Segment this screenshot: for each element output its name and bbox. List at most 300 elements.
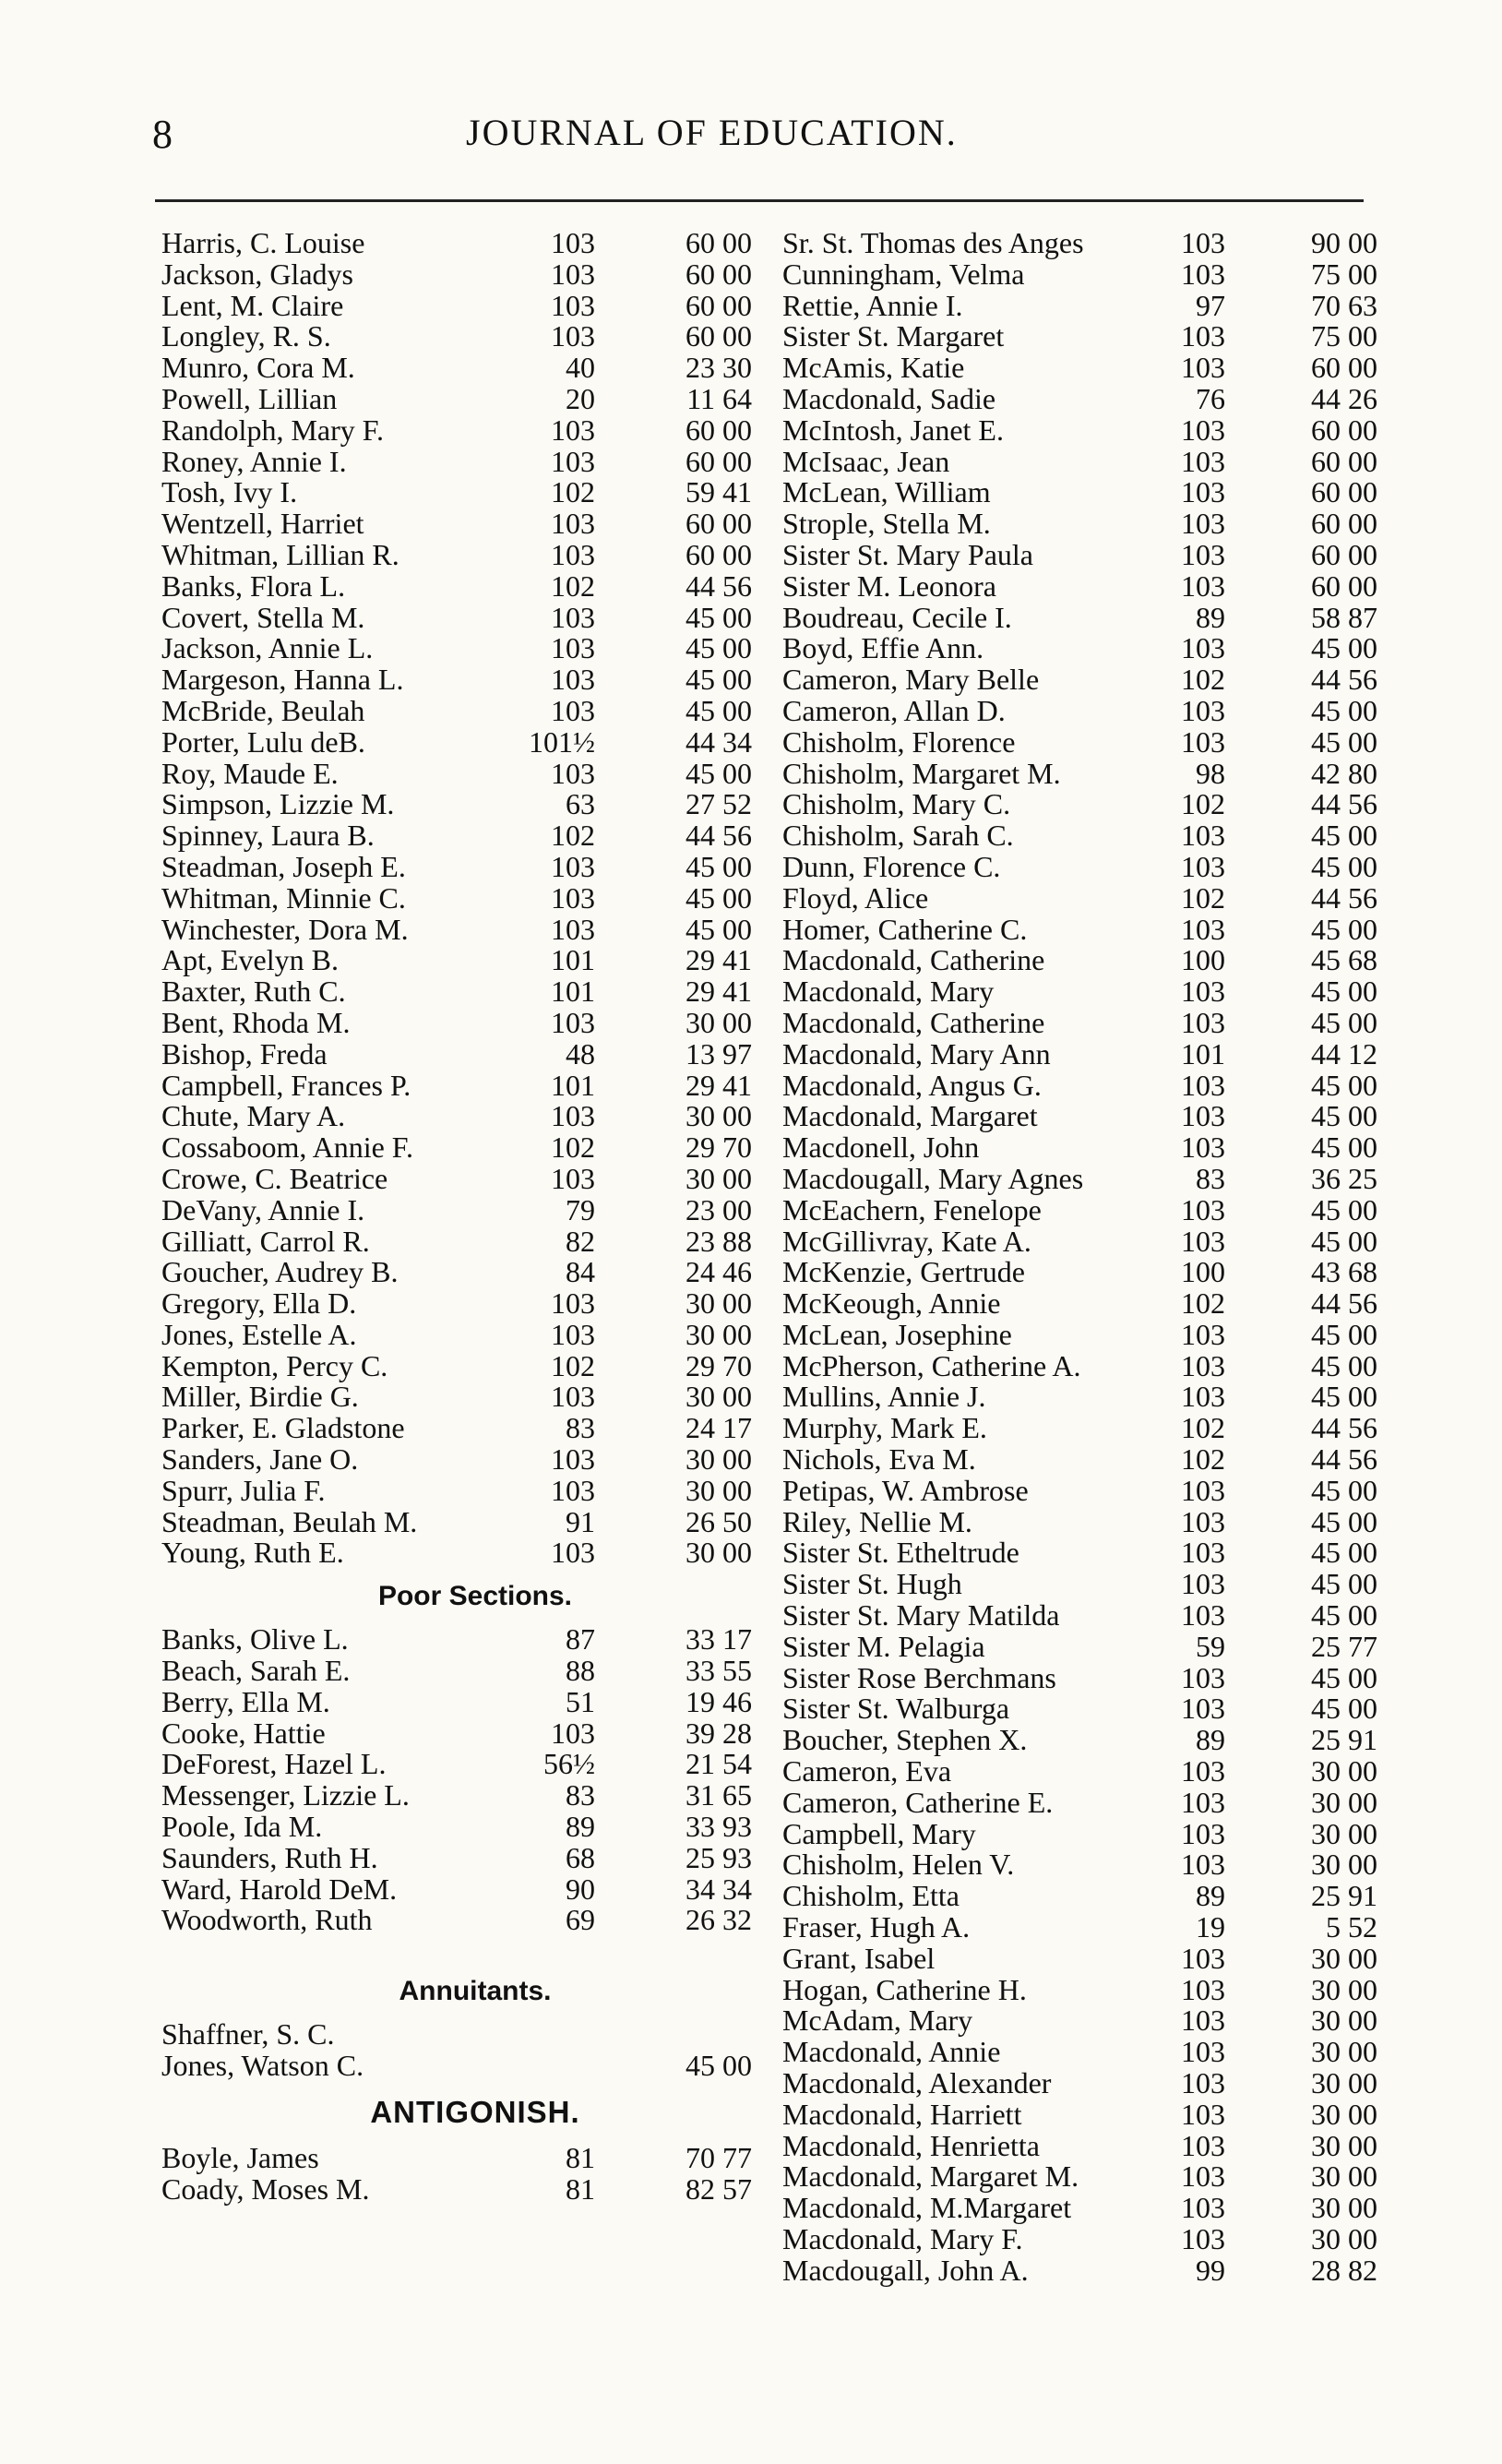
table-row [782,631,1377,665]
days-taught: 87 [566,1622,595,1657]
teacher-name: McGillivray, Kate A. [782,1224,1031,1258]
grant-amount: 30 00 [685,1380,752,1414]
right-column [782,226,1377,2287]
grant-amount: 44 56 [1311,1286,1377,1321]
grant-amount: 45 00 [685,693,752,727]
days-taught: 103 [1181,2159,1225,2194]
table-row [782,2097,1377,2131]
teacher-name: Banks, Flora L. [161,568,346,603]
teacher-name: Rettie, Annie I. [782,288,963,322]
grant-amount: 5 52 [1326,1910,1377,1944]
days-taught: 102 [1181,1442,1225,1477]
days-taught: 103 [551,1005,595,1039]
days-taught: 103 [1181,319,1225,353]
days-taught: 103 [1181,1536,1225,1570]
days-taught: 88 [566,1654,595,1688]
poor-sections-heading: Poor Sections. [377,1581,573,1612]
days-taught: 103 [551,537,595,571]
teacher-name: Powell, Lillian [161,381,338,415]
teacher-name: Macdonald, Margaret M. [782,2159,1079,2194]
grant-amount: 13 97 [685,1036,752,1071]
days-taught: 79 [566,1192,595,1226]
days-taught: 76 [1196,381,1225,415]
teacher-name: McAmis, Katie [782,351,965,385]
days-taught: 89 [566,1810,595,1844]
days-taught: 103 [1181,444,1225,478]
teacher-name: Cunningham, Velma [782,257,1025,291]
grant-amount: 33 93 [685,1810,752,1844]
days-taught: 103 [1181,1473,1225,1507]
teacher-name: Macdonald, Mary F. [782,2222,1023,2255]
days-taught: 103 [551,600,595,634]
grant-amount: 45 00 [1311,912,1377,946]
days-taught: 103 [1181,1380,1225,1414]
grant-amount: 30 00 [1311,1785,1377,1819]
table-row [782,912,1377,946]
teacher-name: Macdougall, Mary Agnes [782,1161,1084,1195]
grant-amount: 29 41 [685,943,752,977]
teacher-name: Grant, Isabel [782,1941,936,1975]
table-row [161,756,789,790]
teacher-name: Coady, Moses M. [161,2171,370,2206]
days-taught: 103 [551,413,595,447]
table-row [161,633,789,664]
teacher-name: Lent, M. Claire [161,288,344,322]
teacher-name: Cossaboom, Annie F. [161,1130,414,1165]
grant-amount: 60 00 [1311,507,1377,541]
table-row [161,945,789,976]
grant-amount: 23 88 [685,1224,752,1258]
grant-amount: 33 55 [685,1654,752,1688]
grant-amount: 60 00 [685,226,752,259]
days-taught: 103 [1181,631,1225,665]
days-taught: 103 [1181,724,1225,759]
grant-amount: 43 68 [1311,1255,1377,1289]
table-row [782,1536,1377,1570]
grant-amount: 45 00 [1311,693,1377,727]
table-row [161,1444,789,1476]
table-row [782,475,1377,509]
grant-amount: 59 41 [685,475,752,509]
grant-amount: 45 00 [1311,724,1377,759]
days-taught: 103 [1181,819,1225,853]
table-row [782,1442,1377,1477]
days-taught: 103 [1181,413,1225,447]
teacher-name: Murphy, Mark E. [782,1411,987,1445]
table-row [161,2019,789,2051]
table-row [782,1723,1377,1757]
grant-amount: 25 93 [685,1840,752,1874]
grant-amount: 45 00 [1311,1099,1377,1133]
teacher-name: Gilliatt, Carrol R. [161,1224,370,1258]
grant-amount: 45 00 [1311,1005,1377,1039]
teacher-name: Simpson, Lizzie M. [161,787,395,821]
table-row [782,880,1377,915]
teacher-name: Macdonald, Angus G. [782,1068,1042,1102]
days-taught: 83 [566,1778,595,1812]
table-row [782,537,1377,571]
days-taught: 103 [551,1716,595,1750]
table-row [782,600,1377,634]
days-taught: 103 [1181,1692,1225,1726]
teacher-name: Longley, R. S. [161,319,331,353]
days-taught: 103 [1181,507,1225,541]
table-row [161,1036,789,1071]
table-row [161,1504,789,1538]
grant-amount: 45 00 [1311,1348,1377,1382]
grant-amount: 75 00 [1311,319,1377,353]
days-taught: 103 [1181,226,1225,259]
journal-title: JOURNAL OF EDUCATION. [466,112,958,153]
days-taught: 91 [566,1504,595,1538]
grant-amount: 45 00 [685,756,752,790]
teacher-name: Randolph, Mary F. [161,413,384,447]
teacher-name: Shaffner, S. C. [161,2017,335,2051]
teacher-name: Beach, Sarah E. [161,1654,351,1688]
days-taught: 51 [566,1684,595,1718]
teacher-name: Campbell, Frances P. [161,1068,411,1102]
grant-amount: 44 56 [1311,880,1377,915]
teacher-name: Macdonald, Annie [782,2035,1001,2069]
days-taught: 103 [551,1442,595,1477]
table-row [161,1840,789,1874]
table-row [782,226,1377,259]
days-taught: 103 [1181,1848,1225,1882]
table-row [161,1684,789,1718]
grant-amount: 90 00 [1311,226,1377,259]
days-taught: 103 [551,663,595,697]
table-row [161,1257,789,1288]
days-taught: 103 [1181,1068,1225,1102]
teacher-name: Dunn, Florence C. [782,849,1001,883]
teacher-name: Spurr, Julia F. [161,1473,326,1507]
table-row [161,568,789,603]
days-taught: 103 [551,1536,595,1570]
table-row [782,1972,1377,2006]
days-taught: 103 [551,1317,595,1351]
table-row [782,1504,1377,1538]
header-rule [155,199,1364,202]
teacher-name: Macdonald, Alexander [782,2066,1052,2100]
teacher-name: Covert, Stella M. [161,600,365,634]
table-row [782,1317,1377,1351]
grant-amount: 30 00 [1311,1972,1377,2006]
table-row [161,1226,789,1258]
table-row [782,1099,1377,1133]
teacher-name: Petipas, W. Ambrose [782,1473,1029,1507]
table-row [161,477,789,508]
grant-amount: 30 00 [685,1099,752,1133]
days-taught: 103 [1181,1130,1225,1165]
teacher-name: Jones, Watson C. [161,2049,364,2083]
teacher-name: DeForest, Hazel L. [161,1747,387,1781]
table-row [161,820,789,852]
teacher-name: Poole, Ida M. [161,1810,323,1844]
grant-amount: 45 00 [1311,1473,1377,1507]
table-row [782,2253,1377,2287]
teacher-name: Cameron, Eva [782,1754,952,1788]
table-row [782,257,1377,291]
days-taught: 101 [551,975,595,1009]
days-taught: 97 [1196,288,1225,322]
grant-amount: 60 00 [685,444,752,478]
table-row [161,1348,789,1382]
table-row [161,2051,789,2082]
table-row [161,1161,789,1195]
grant-amount: 75 00 [1311,257,1377,291]
grant-amount: 26 50 [685,1504,752,1538]
teacher-name: Miller, Birdie G. [161,1380,359,1414]
grant-amount: 29 41 [685,975,752,1009]
teacher-name: McKenzie, Gertrude [782,1255,1025,1289]
teacher-name: McPherson, Catherine A. [782,1348,1081,1382]
grant-amount: 26 32 [685,1903,752,1937]
teacher-name: Steadman, Joseph E. [161,849,406,883]
grant-amount: 44 34 [685,724,752,759]
grant-amount: 82 57 [685,2171,752,2206]
table-row [782,1473,1377,1507]
teacher-name: Roy, Maude E. [161,756,339,790]
days-taught: 103 [1181,2003,1225,2038]
days-taught: 103 [1181,1785,1225,1819]
table-row [782,1348,1377,1382]
teacher-name: Spinney, Laura B. [161,819,375,853]
table-row [782,351,1377,385]
grant-amount: 45 00 [685,631,752,665]
days-taught: 103 [551,912,595,946]
teacher-name: Berry, Ella M. [161,1684,330,1718]
table-row [161,1068,789,1102]
table-row [161,381,789,415]
days-taught: 103 [551,631,595,665]
grant-amount: 11 64 [686,381,752,415]
teacher-name: Macdonald, M.Margaret [782,2191,1072,2225]
table-row [161,880,789,915]
teacher-name: Cameron, Mary Belle [782,663,1040,697]
days-taught: 103 [1181,475,1225,509]
teacher-name: Macdonald, Mary [782,975,995,1009]
days-taught: 103 [1181,1941,1225,1975]
teacher-name: Sister St. Hugh [782,1567,962,1601]
left-main-list [161,228,789,1569]
days-taught: 103 [1181,1192,1225,1226]
grant-amount: 45 00 [1311,1504,1377,1538]
teacher-name: Jackson, Gladys [161,257,353,291]
table-row [161,1905,789,1936]
grant-amount: 30 00 [685,1005,752,1039]
teacher-name: Jackson, Annie L. [161,631,374,665]
table-row [782,1286,1377,1321]
teacher-name: McEachern, Fenelope [782,1192,1042,1226]
grant-amount: 44 56 [685,568,752,603]
days-taught: 103 [551,288,595,322]
days-taught: 103 [551,756,595,790]
days-taught: 103 [1181,912,1225,946]
teacher-name: Sanders, Jane O. [161,1442,359,1477]
table-row [161,849,789,883]
table-row [161,1192,789,1226]
days-taught: 98 [1196,756,1225,790]
grant-amount: 29 41 [685,1068,752,1102]
table-row [161,976,789,1008]
days-taught: 103 [1181,568,1225,603]
table-row [782,2191,1377,2225]
days-taught: 102 [551,475,595,509]
grant-amount: 30 00 [1311,2128,1377,2162]
table-row [782,1785,1377,1819]
grant-amount: 25 77 [1311,1629,1377,1663]
grant-amount: 30 00 [1311,2097,1377,2131]
table-row [782,1629,1377,1663]
table-row [782,2035,1377,2069]
grant-amount: 45 00 [1311,849,1377,883]
days-taught: 101 [1181,1036,1225,1071]
table-row [782,568,1377,603]
grant-amount: 30 00 [1311,2003,1377,2038]
table-row [161,1718,789,1750]
grant-amount: 39 28 [685,1716,752,1750]
teacher-name: Riley, Nellie M. [782,1504,972,1538]
days-taught: 103 [1181,2097,1225,2131]
table-row [161,1317,789,1351]
days-taught: 56½ [543,1747,595,1781]
table-row [782,1692,1377,1726]
grant-amount: 45 00 [685,600,752,634]
table-row [782,819,1377,853]
days-taught: 103 [1181,1224,1225,1258]
days-taught: 103 [1181,2191,1225,2225]
teacher-name: McIntosh, Janet E. [782,413,1004,447]
days-taught: 102 [1181,663,1225,697]
days-taught: 103 [551,1286,595,1321]
grant-amount: 60 00 [1311,351,1377,385]
teacher-name: Chisholm, Margaret M. [782,756,1061,790]
annuitants-heading: Annuitants. [399,1976,552,2007]
teacher-name: Sister M. Leonora [782,568,996,603]
teacher-name: Cameron, Allan D. [782,693,1006,727]
teacher-name: Chisholm, Helen V. [782,1848,1015,1882]
teacher-name: Tosh, Ivy I. [161,475,298,509]
days-taught: 103 [1181,2035,1225,2069]
grant-amount: 45 00 [685,663,752,697]
days-taught: 103 [1181,1504,1225,1538]
grant-amount: 45 00 [1311,1380,1377,1414]
teacher-name: Gregory, Ella D. [161,1286,357,1321]
days-taught: 68 [566,1840,595,1874]
table-row [782,1879,1377,1913]
table-row [782,1411,1377,1445]
grant-amount: 45 00 [1311,1192,1377,1226]
teacher-name: Munro, Cora M. [161,351,355,385]
days-taught: 103 [1181,537,1225,571]
table-row [161,228,789,259]
grant-amount: 30 00 [685,1317,752,1351]
teacher-name: Boyle, James [161,2140,319,2174]
table-row [782,1068,1377,1102]
grant-amount: 30 00 [685,1286,752,1321]
teacher-name: Macdougall, John A. [782,2253,1029,2287]
table-row [161,353,789,384]
teacher-name: Sister St. Margaret [782,319,1005,353]
days-taught: 103 [551,507,595,541]
grant-amount: 45 00 [1311,1224,1377,1258]
days-taught: 48 [566,1036,595,1071]
grant-amount: 60 00 [1311,413,1377,447]
table-row [782,943,1377,977]
teacher-name: Campbell, Mary [782,1816,976,1850]
grant-amount: 27 52 [685,787,752,821]
teacher-name: Boucher, Stephen X. [782,1723,1028,1757]
grant-amount: 45 68 [1311,943,1377,977]
grant-amount: 25 91 [1311,1723,1377,1757]
teacher-name: Roney, Annie I. [161,444,347,478]
table-row [161,1780,789,1812]
grant-amount: 30 00 [685,1473,752,1507]
table-row [782,1754,1377,1788]
days-taught: 103 [551,849,595,883]
grant-amount: 58 87 [1311,600,1377,634]
teacher-name: Messenger, Lizzie L. [161,1778,410,1812]
teacher-name: Sister M. Pelagia [782,1629,985,1663]
teacher-name: Strople, Stella M. [782,507,991,541]
grant-amount: 70 63 [1311,288,1377,322]
grant-amount: 60 00 [1311,475,1377,509]
days-taught: 81 [566,2140,595,2174]
table-row [161,1874,789,1906]
table-row [782,381,1377,415]
days-taught: 102 [1181,880,1225,915]
grant-amount: 29 70 [685,1130,752,1165]
teacher-name: Wentzell, Harriet [161,507,364,541]
teacher-name: Parker, E. Gladstone [161,1411,405,1445]
teacher-name: Chisholm, Mary C. [782,787,1011,821]
table-row [161,1656,789,1687]
grant-amount: 44 56 [1311,1442,1377,1477]
days-taught: 83 [1196,1161,1225,1195]
teacher-name: Sister Rose Berchmans [782,1660,1056,1694]
teacher-name: Sister St. Mary Matilda [782,1598,1060,1633]
grant-amount: 31 65 [685,1778,752,1812]
grant-amount: 45 00 [685,912,752,946]
grant-amount: 30 00 [1311,2159,1377,2194]
days-taught: 103 [1181,2128,1225,2162]
table-row [782,1255,1377,1289]
days-taught: 103 [551,880,595,915]
grant-amount: 30 00 [685,1161,752,1195]
days-taught: 103 [1181,2066,1225,2100]
teacher-name: Floyd, Alice [782,880,929,915]
table-row [161,415,789,447]
grant-amount: 45 00 [1311,1068,1377,1102]
grant-amount: 45 00 [1311,1536,1377,1570]
days-taught: 63 [566,787,595,821]
teacher-name: Sister St. Etheltrude [782,1536,1019,1570]
days-taught: 101½ [529,724,595,759]
days-taught: 102 [551,568,595,603]
table-row [161,912,789,946]
table-row [161,2140,789,2174]
days-taught: 100 [1181,1255,1225,1289]
days-taught: 84 [566,1255,595,1289]
days-taught: 103 [1181,1972,1225,2006]
teacher-name: Macdonald, Henrietta [782,2128,1040,2162]
table-row [782,2128,1377,2162]
days-taught: 103 [1181,257,1225,291]
teacher-name: Young, Ruth E. [161,1536,344,1570]
teacher-name: Macdonald, Mary Ann [782,1036,1051,1071]
grant-amount: 45 00 [1311,1130,1377,1165]
teacher-name: Winchester, Dora M. [161,912,409,946]
